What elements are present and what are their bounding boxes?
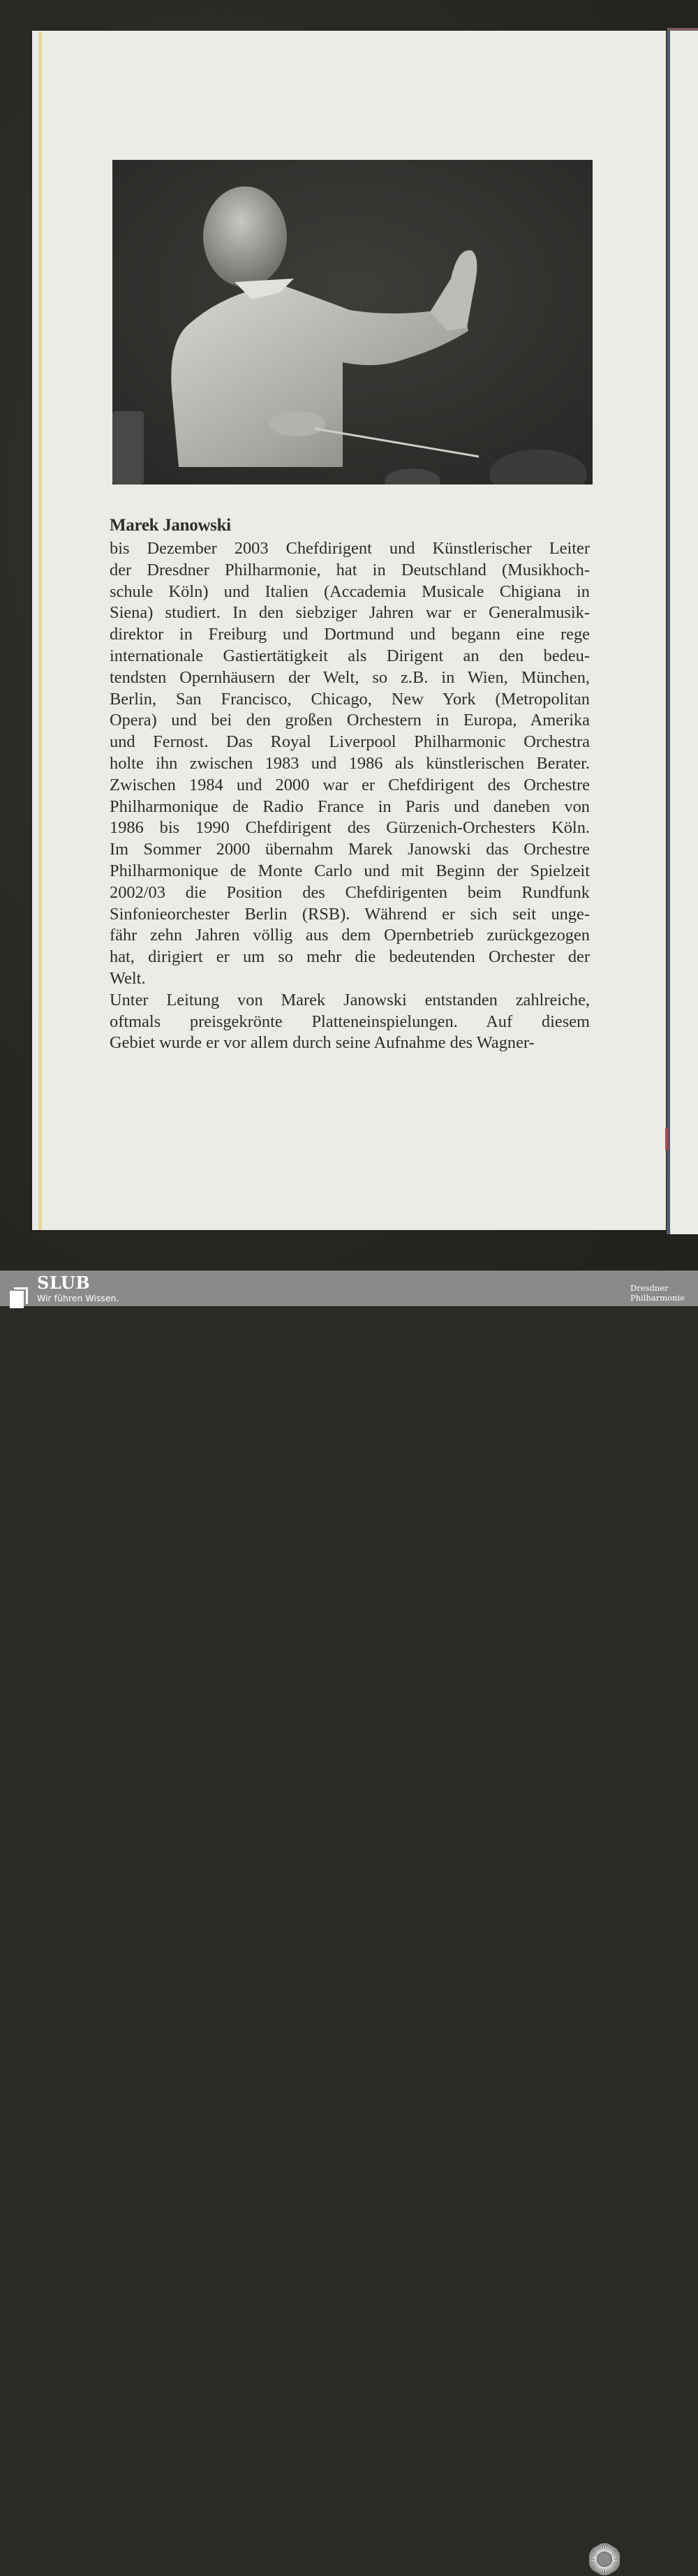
text-line: Berlin, San Francisco, Chicago, New York (Metropolitan [110,689,590,709]
page-edge-right [667,31,670,1234]
text-line: Unter Leitung von Marek Janowski entstanden zahlreiche, [110,990,590,1009]
facing-page-edge [669,31,698,1234]
text-line: Opera) und bei den großen Orchestern in Europa, Amerika [110,711,590,730]
text-line: tendsten Opernhäusern der Welt, so z.B. in Wien, München, [110,667,590,687]
text-line: und Fernost. Das Royal Liverpool Philharmonic Orchestra [110,732,590,752]
dresdner-philharmonie-logo-text [630,1283,685,1303]
text-line: internationale Gastiertätigkeit als Dirigent an den bedeu- [110,646,590,665]
biography-paragraph-1 [110,538,590,990]
text-line: direktor in Freiburg und Dortmund und begann eine rege [110,625,590,644]
text-line: Philharmonique de Radio France in Paris und daneben von [110,797,590,816]
text-line: 2002/03 die Position des Chefdirigenten beim Rundfunk [110,882,590,902]
text-line: hat, dirigiert er um so mehr die bedeutenden Orchester der [110,947,590,967]
conductor-photo-image [112,160,593,484]
dresdner-philharmonie-sunburst-icon [587,2542,622,2576]
text-line: bis Dezember 2003 Chefdirigent und Künstlerischer Leiter [110,539,590,558]
text-line: Zwischen 1984 und 2000 war er Chefdirigent des Orchestre [110,775,590,794]
text-line: Philharmonique de Monte Carlo und mit Beginn der Spielzeit [110,861,590,880]
text-line: holte ihn zwischen 1983 und 1986 als künstlerischen Berater. [110,753,590,773]
slub-logo-text: SLUB [37,1273,91,1293]
text-line: der Dresdner Philharmonie, hat in Deutschland (Musikhoch- [110,560,590,579]
dp-line-1: Dresdner [630,1283,669,1293]
text-line: Siena) studiert. In den siebziger Jahren war er Generalmusik- [110,603,590,623]
page-spine-left [38,32,42,1230]
text-line: Welt. [110,968,146,988]
text-line: 1986 bis 1990 Chefdirigent des Gürzenich-Orchesters Köln. [110,818,590,838]
dp-line-2: Philharmonie [630,1293,685,1303]
text-line: Im Sommer 2000 übernahm Marek Janowski das Orchestre [110,840,590,859]
text-line: Sinfonieorchester Berlin (RSB). Während er sich seit unge- [110,904,590,924]
text-line: fähr zehn Jahren völlig aus dem Opernbetrieb zurückgezogen [110,926,590,945]
edge-marker [665,1128,668,1150]
conductor-photo [112,160,593,484]
article-heading: Marek Janowski [110,516,231,535]
slub-book-icon [10,1287,28,1308]
slub-tagline: Wir führen Wissen. [37,1293,119,1303]
text-line: oftmals preisgekrönte Platteneinspielungen. Auf diesem [110,1012,590,1031]
biography-article [110,513,590,1054]
biography-paragraph-2 [110,990,590,1054]
text-line: Gebiet wurde er vor allem durch seine Aufnahme des Wagner- [110,1033,535,1053]
text-line: schule Köln) und Italien (Accademia Musicale Chigiana in [110,582,590,601]
